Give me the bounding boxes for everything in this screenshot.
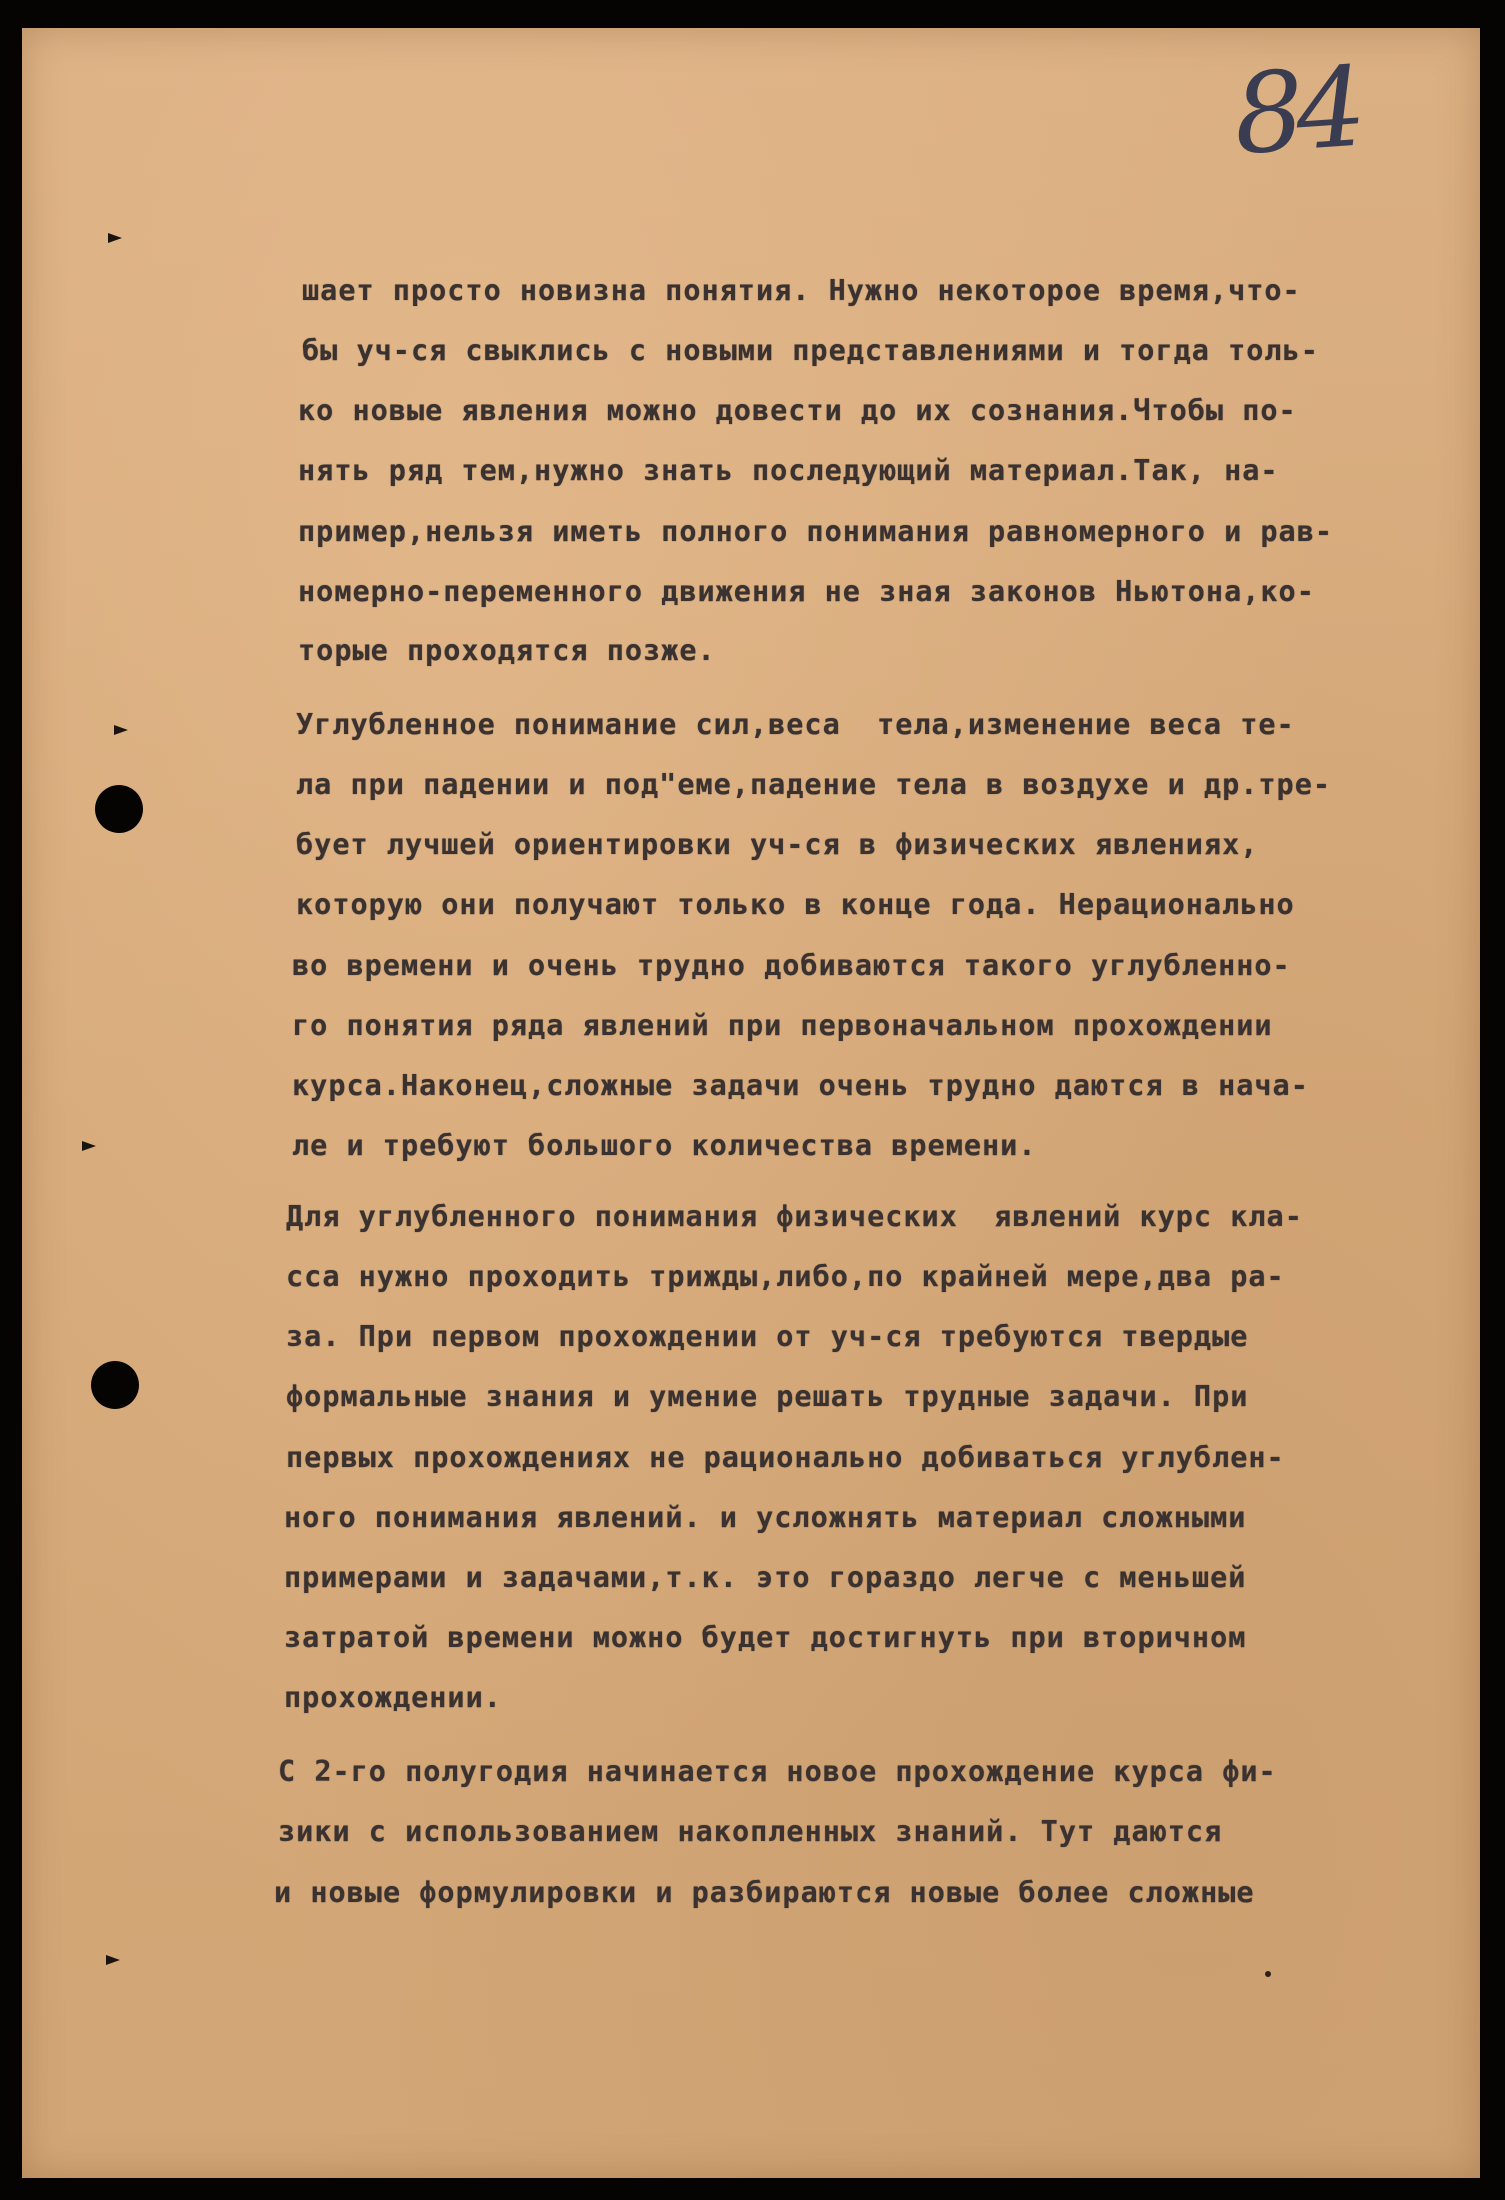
text-line: формальные знания и умение решать трудные задачи. При <box>286 1380 1249 1413</box>
text-line: ле и требуют большого количества времени. <box>292 1129 1037 1162</box>
text-line: пример,нельзя иметь полного понимания равномерного и рав- <box>298 515 1334 548</box>
text-line: ко новые явления можно довести до их сознания.Чтобы по- <box>298 394 1297 427</box>
text-line: бует лучшей ориентировки уч-ся в физических явлениях, <box>296 828 1259 861</box>
text-line: С 2-го полугодия начинается новое прохождение курса фи- <box>278 1755 1277 1788</box>
text-line: сса нужно проходить трижды,либо,по крайней мере,два ра- <box>286 1260 1285 1293</box>
text-line: которую они получают только в конце года. Нерационально <box>296 888 1295 921</box>
text-line: за. При первом прохождении от уч-ся требуются твердые <box>286 1320 1249 1353</box>
text-line: зики с использованием накопленных знаний. Тут даются <box>278 1815 1223 1848</box>
text-line: во времени и очень трудно добиваются такого углубленно- <box>292 949 1291 982</box>
punch-hole <box>95 785 143 833</box>
edge-mark <box>106 1955 120 1965</box>
text-line: затратой времени можно будет достигнуть при вторичном <box>284 1621 1247 1654</box>
text-line: прохождении. <box>284 1681 502 1714</box>
text-line: го понятия ряда явлений при первоначальном прохождении <box>292 1009 1273 1042</box>
edge-mark <box>114 725 128 735</box>
text-line: примерами и задачами,т.к. это гораздо легче с меньшей <box>284 1561 1247 1594</box>
punch-hole <box>91 1361 139 1409</box>
paper-sheet <box>22 28 1480 2178</box>
text-line: ного понимания явлений. и усложнять материал сложными <box>284 1501 1247 1534</box>
ink-speck <box>1265 1971 1271 1977</box>
edge-mark <box>108 233 122 243</box>
text-line: номерно-переменного движения не зная законов Ньютона,ко- <box>298 575 1315 608</box>
folio-number: 84 <box>1229 42 1363 180</box>
text-line: нять ряд тем,нужно знать последующий материал.Так, на- <box>298 454 1279 487</box>
text-line: курса.Наконец,сложные задачи очень трудно даются в начa- <box>292 1069 1309 1102</box>
text-line: ла при падении и под"еме,падение тела в воздухе и др.тре- <box>296 768 1332 801</box>
text-line: Для углубленного понимания физических явлений курс кла- <box>286 1200 1303 1233</box>
text-line: бы уч-ся свыклись с новыми представлениями и тогда толь- <box>302 334 1319 367</box>
text-line: первых прохождениях не рационально добиваться углублен- <box>286 1441 1285 1474</box>
edge-mark <box>82 1141 96 1151</box>
text-line: и новые формулировки и разбираются новые более сложные <box>274 1876 1255 1909</box>
text-line: Углубленное понимание сил,веса тела,изменение веса те- <box>296 708 1295 741</box>
text-line: шает просто новизна понятия. Нужно некоторое время,что- <box>302 274 1301 307</box>
text-line: торые проходятся позже. <box>298 634 716 667</box>
